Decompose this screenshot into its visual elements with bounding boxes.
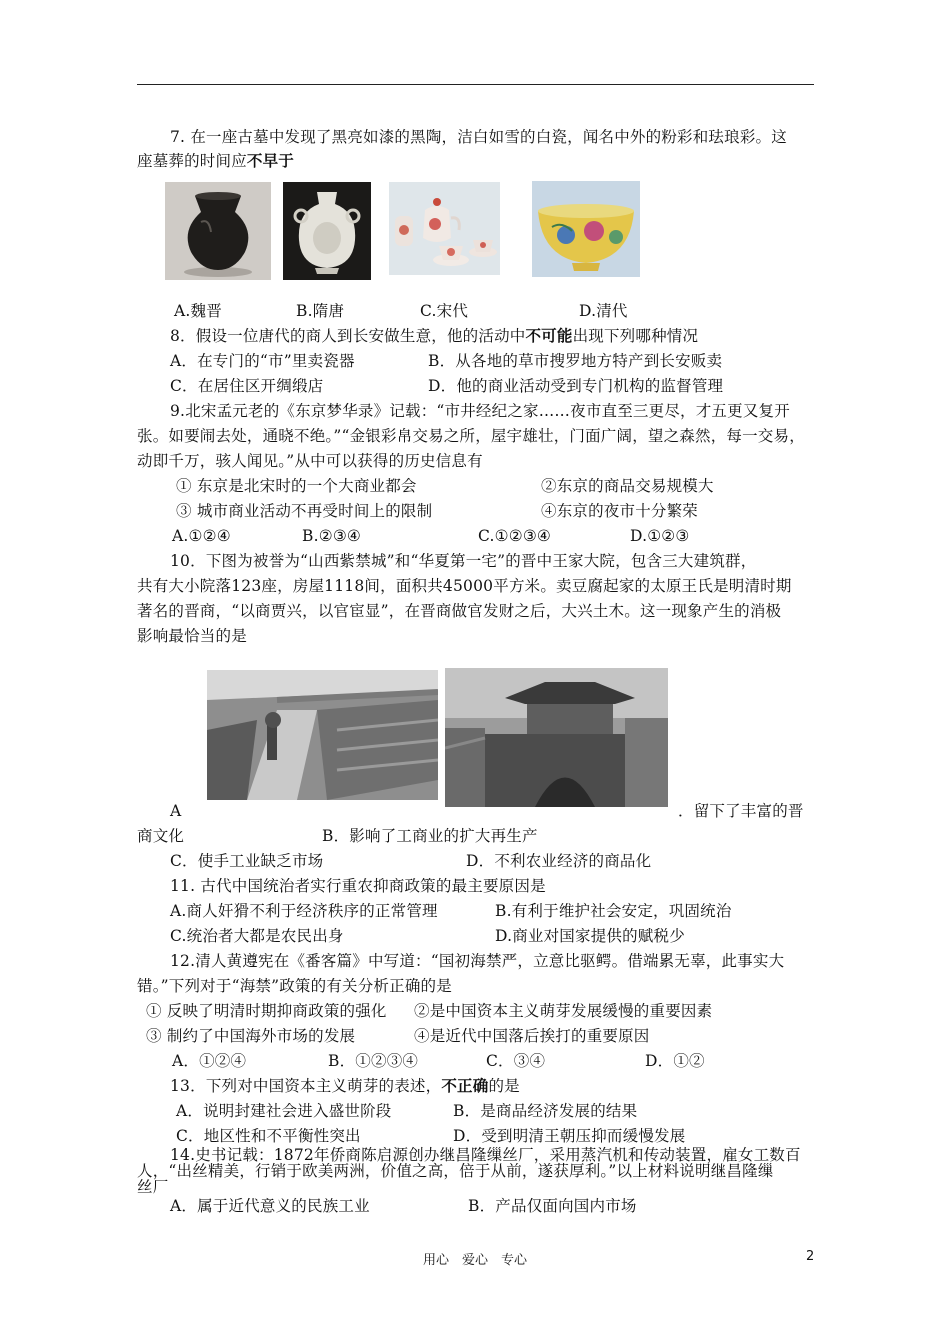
header-rule: [137, 84, 814, 85]
q9-item-1: ① 东京是北宋时的一个大商业都会: [176, 477, 417, 495]
q9-item-4: ④东京的夜市十分繁荣: [541, 502, 699, 520]
q11-option-b: B.有利于维护社会安定，巩固统治: [495, 902, 732, 920]
q7-stem-line1: 7. 在一座古墓中发现了黑亮如漆的黑陶，洁白如雪的白瓷，闻名中外的粉彩和珐琅彩。这: [170, 128, 787, 146]
q8-option-c: C．在居住区开绸缎店: [170, 377, 324, 395]
q10-stem-line1: 10．下图为被誉为“山西紫禁城”和“华夏第一宅”的晋中王家大院，包含三大建筑群，: [170, 552, 757, 570]
q8-stem: 8．假设一位唐代的商人到长安做生意，他的活动中不可能出现下列哪种情况: [170, 327, 699, 345]
q14-stem-line2: 人，“出丝精美，行销于欧美两洲，价值之高，倍于从前，遂获厚利。”以上材料说明继昌隆缫: [137, 1162, 774, 1180]
q14-option-a: A．属于近代意义的民族工业: [170, 1197, 370, 1215]
q12-stem-line2: 错。”下列对于“海禁”政策的有关分析正确的是: [137, 977, 452, 995]
q9-option-b: B.②③④: [302, 527, 362, 545]
q14-stem-line3: 丝厂: [137, 1178, 169, 1196]
q12-stem-line1: 12.清人黄遵宪在《番客篇》中写道：“国初海禁严，立意比驱鳄。借端累无辜，此事实大: [170, 952, 785, 970]
q10-stem-line2: 共有大小院落123座，房屋1118间，面积共45000平方米。卖豆腐起家的太原王氏是明清时期: [137, 577, 792, 595]
q12-item-3: ③ 制约了中国海外市场的发展: [146, 1027, 356, 1045]
q7-stem-line2: 座墓葬的时间应不早于: [137, 152, 295, 170]
q8-option-b: B．从各地的草市搜罗地方特产到长安贩卖: [428, 352, 723, 370]
q8-emphasis: 不可能: [525, 327, 573, 345]
q9-option-a: A.①②④: [172, 527, 231, 545]
q10-stem-line4: 影响最恰当的是: [137, 627, 247, 645]
page-number: 2: [806, 1249, 815, 1264]
white-porcelain-image: [283, 182, 371, 280]
enamel-bowl-image: [532, 181, 640, 277]
q13-option-c: C．地区性和不平衡性突出: [176, 1127, 361, 1145]
q9-item-2: ②东京的商品交易规模大: [541, 477, 714, 495]
q14-option-b: B．产品仅面向国内市场: [468, 1197, 637, 1215]
q13-option-d: D．受到明清王朝压抑而缓慢发展: [453, 1127, 686, 1145]
q11-option-d: D.商业对国家提供的赋税少: [495, 927, 685, 945]
q7-option-b: B.隋唐: [296, 302, 345, 320]
q9-stem-line3: 动即千万，骇人闻见。”从中可以获得的历史信息有: [137, 452, 483, 470]
q12-option-c: C．③④: [486, 1052, 546, 1070]
q13-option-a: A．说明封建社会进入盛世阶段: [176, 1102, 392, 1120]
q10-option-c: C．使手工业缺乏市场: [170, 852, 324, 870]
q9-stem-line1: 9.北宋孟元老的《东京梦华录》记载：“市井经纪之家……夜市直至三更尽，才五更又复开: [170, 402, 790, 420]
q12-item-4: ④是近代中国落后挨打的重要原因: [414, 1027, 650, 1045]
q12-item-2: ②是中国资本主义萌芽发展缓慢的重要因素: [414, 1002, 713, 1020]
q9-option-d: D.①②③: [630, 527, 690, 545]
q10-option-a-letter: A: [170, 802, 182, 820]
footer-motto: 用心 爱心 专心: [422, 1253, 527, 1268]
q12-option-d: D．①②: [645, 1052, 705, 1070]
q8-option-d: D．他的商业活动受到专门机构的监督管理: [428, 377, 724, 395]
q11-option-a: A.商人奸猾不利于经济秩序的正常管理: [170, 902, 438, 920]
q10-option-b: B．影响了工商业的扩大再生产: [322, 827, 538, 845]
q13-stem: 13．下列对中国资本主义萌芽的表述，不正确的是: [170, 1077, 520, 1095]
q9-stem-line2: 张。如要闹去处，通晓不绝。”“金银彩帛交易之所，屋宇雄壮，门面广阔，望之森然，每一交易，: [137, 427, 805, 445]
q12-option-a: A．①②④: [172, 1052, 247, 1070]
q12-item-1: ① 反映了明清时期抑商政策的强化: [146, 1002, 387, 1020]
famille-rose-teaset-image: [389, 182, 500, 275]
q10-stem-line3: 著名的晋商，“以商贾兴，以官宦显”，在晋商做官发财之后，大兴土木。这一现象产生的消极: [137, 602, 782, 620]
q7-option-a: A.魏晋: [174, 302, 222, 320]
q14-stem-line1: 14.史书记载：1872年侨商陈启源创办继昌隆缫丝厂，采用蒸汽机和传动装置，雇女工数百: [170, 1146, 801, 1164]
q11-stem: 11. 古代中国统治者实行重农抑商政策的最主要原因是: [170, 877, 546, 895]
q12-option-b: B．①②③④: [328, 1052, 419, 1070]
black-pottery-image: [165, 182, 271, 280]
q11-option-c: C.统治者大都是农民出身: [170, 927, 344, 945]
q13-option-b: B．是商品经济发展的结果: [453, 1102, 638, 1120]
q10-option-a-continued: 商文化: [137, 827, 185, 845]
q13-emphasis: 不正确: [441, 1077, 489, 1095]
q9-option-c: C.①②③④: [478, 527, 552, 545]
wang-family-courtyard-gate-image: [445, 668, 668, 807]
q7-emphasis: 不早于: [246, 152, 295, 170]
q7-option-c: C.宋代: [420, 302, 469, 320]
q10-option-a-text: ．留下了丰富的晋: [678, 802, 804, 820]
wang-family-courtyard-aerial-image: [207, 670, 438, 800]
q9-item-3: ③ 城市商业活动不再受时间上的限制: [176, 502, 433, 520]
q8-option-a: A．在专门的“市”里卖瓷器: [170, 352, 355, 370]
q7-option-d: D.清代: [579, 302, 628, 320]
q10-option-d: D．不利农业经济的商品化: [466, 852, 652, 870]
